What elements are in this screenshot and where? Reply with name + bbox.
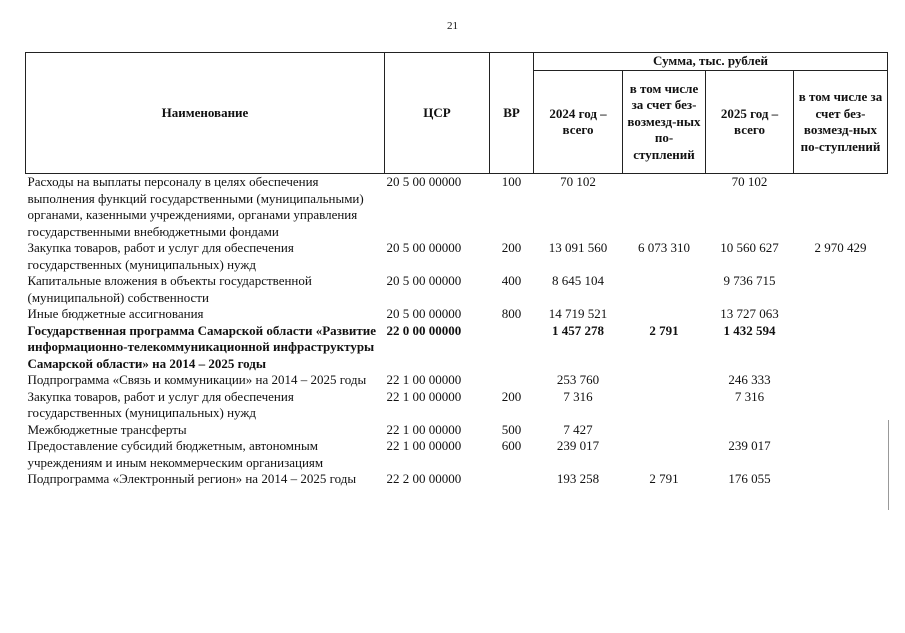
row-name: Межбюджетные трансферты [27, 421, 187, 437]
header-csr: ЦСР [385, 53, 490, 174]
row-vr: 600 [501, 438, 522, 453]
row-2024-total: 7 427 [563, 421, 593, 437]
header-2024-total: 2024 год – всего [534, 71, 623, 174]
row-name: Иные бюджетные ассигнования [27, 306, 204, 321]
header-2025-total: 2025 год – всего [706, 71, 794, 174]
row-2025-gratuitous [794, 372, 888, 389]
row-2025-total: 176 055 [728, 471, 771, 486]
row-csr: 22 1 00 00000 [386, 438, 462, 453]
table-row [26, 372, 888, 389]
row-2025-gratuitous [794, 471, 888, 488]
row-vr [490, 471, 534, 488]
row-name: Закупка товаров, работ и услуг для обеспечения государственных (муниципальных) нужд [27, 388, 294, 420]
row-2024-total: 239 017 [556, 438, 600, 453]
header-2024-gratuitous: в том числе за счет без-возмезд-ных по-ступлений [623, 71, 706, 174]
row-2024-total: 8 645 104 [552, 273, 604, 288]
row-csr: 22 1 00 00000 [386, 421, 462, 437]
scan-edge-mark [888, 420, 889, 510]
row-2024-total: 253 760 [556, 372, 600, 387]
row-2024-gratuitous [623, 389, 706, 422]
row-2025-gratuitous [794, 273, 888, 306]
row-2025-total: 246 333 [728, 372, 771, 387]
row-2025-total: 7 316 [734, 388, 765, 404]
row-2025-gratuitous [794, 174, 888, 241]
table-row [26, 389, 888, 422]
row-name: Закупка товаров, работ и услуг для обеспечения государственных (муниципальных) нужд [27, 240, 294, 272]
row-name: Капитальные вложения в объекты государственной (муниципальной) собственности [27, 273, 312, 305]
row-vr [490, 323, 534, 373]
row-2024-gratuitous: 2 791 [649, 322, 679, 338]
row-2025-total [706, 422, 794, 439]
row-name: Государственная программа Самарской области «Развитие информационно-телекоммуникационной инфраструктуры Самарской области» на 2014 – 2025 годы [27, 322, 377, 371]
row-2024-total: 70 102 [560, 174, 596, 189]
row-csr: 22 2 00 00000 [386, 471, 462, 486]
row-2025-gratuitous: 2 970 429 [814, 240, 867, 255]
row-2024-total: 1 457 278 [552, 322, 604, 338]
row-2024-gratuitous: 2 791 [649, 471, 679, 486]
row-csr: 22 0 00 00000 [386, 322, 462, 338]
row-name: Подпрограмма «Связь и коммуникации» на 2014 – 2025 годы [27, 372, 367, 387]
row-2025-total: 9 736 715 [723, 273, 776, 288]
row-2025-total: 239 017 [728, 438, 771, 453]
row-vr: 400 [501, 273, 522, 288]
row-vr: 800 [501, 306, 522, 321]
row-csr: 20 5 00 00000 [386, 306, 462, 321]
row-2024-total: 14 719 521 [548, 306, 608, 321]
row-vr [490, 372, 534, 389]
row-csr: 22 1 00 00000 [386, 388, 462, 404]
row-name: Предоставление субсидий бюджетным, автономным учреждениям и иным некоммерческим организациям [27, 438, 324, 470]
row-2025-gratuitous [794, 323, 888, 373]
row-2025-gratuitous [794, 438, 888, 471]
row-2024-gratuitous [623, 372, 706, 389]
page-number: 21 [447, 20, 458, 32]
row-csr: 20 5 00 00000 [386, 240, 462, 255]
row-2025-gratuitous [794, 306, 888, 323]
row-csr: 20 5 00 00000 [386, 174, 462, 189]
row-2024-gratuitous [623, 273, 706, 306]
row-csr: 22 1 00 00000 [386, 372, 462, 387]
header-vr: ВР [490, 53, 534, 174]
row-name: Расходы на выплаты персоналу в целях обеспечения выполнения функций государственными (муниципальными) органами, казенными учреждениями, органами управления государственными внебюджетными фондами [27, 174, 364, 239]
row-2025-total: 13 727 063 [720, 306, 779, 321]
table-row [26, 240, 888, 273]
row-2025-total: 1 432 594 [723, 322, 776, 338]
row-2024-gratuitous: 6 073 310 [638, 240, 690, 255]
table-row [26, 422, 888, 439]
row-vr: 100 [501, 174, 522, 189]
table-row [26, 273, 888, 306]
row-2024-gratuitous [623, 422, 706, 439]
row-2024-total: 193 258 [556, 471, 600, 486]
table-row-program [26, 323, 888, 373]
header-name: Наименование [26, 53, 385, 174]
table-row [26, 306, 888, 323]
row-2025-gratuitous [794, 422, 888, 439]
row-vr: 200 [501, 240, 522, 255]
row-2024-gratuitous [623, 174, 706, 241]
row-vr: 200 [501, 388, 522, 404]
table-row [26, 174, 888, 241]
row-name: Подпрограмма «Электронный регион» на 2014 – 2025 годы [27, 471, 357, 486]
row-2024-total: 7 316 [563, 388, 593, 404]
header-sum-group: Сумма, тыс. рублей [534, 53, 888, 71]
row-2024-gratuitous [623, 438, 706, 471]
row-2025-total: 10 560 627 [720, 240, 779, 255]
header-2025-gratuitous: в том числе за счет без-возмезд-ных по-ступлений [794, 71, 888, 174]
budget-table [25, 52, 888, 488]
table-row [26, 438, 888, 471]
row-2024-gratuitous [623, 306, 706, 323]
row-2024-total: 13 091 560 [548, 240, 608, 255]
row-2025-total: 70 102 [731, 174, 768, 189]
row-csr: 20 5 00 00000 [386, 273, 462, 288]
row-vr: 500 [501, 421, 522, 437]
row-2025-gratuitous [794, 389, 888, 422]
table-row [26, 471, 888, 488]
